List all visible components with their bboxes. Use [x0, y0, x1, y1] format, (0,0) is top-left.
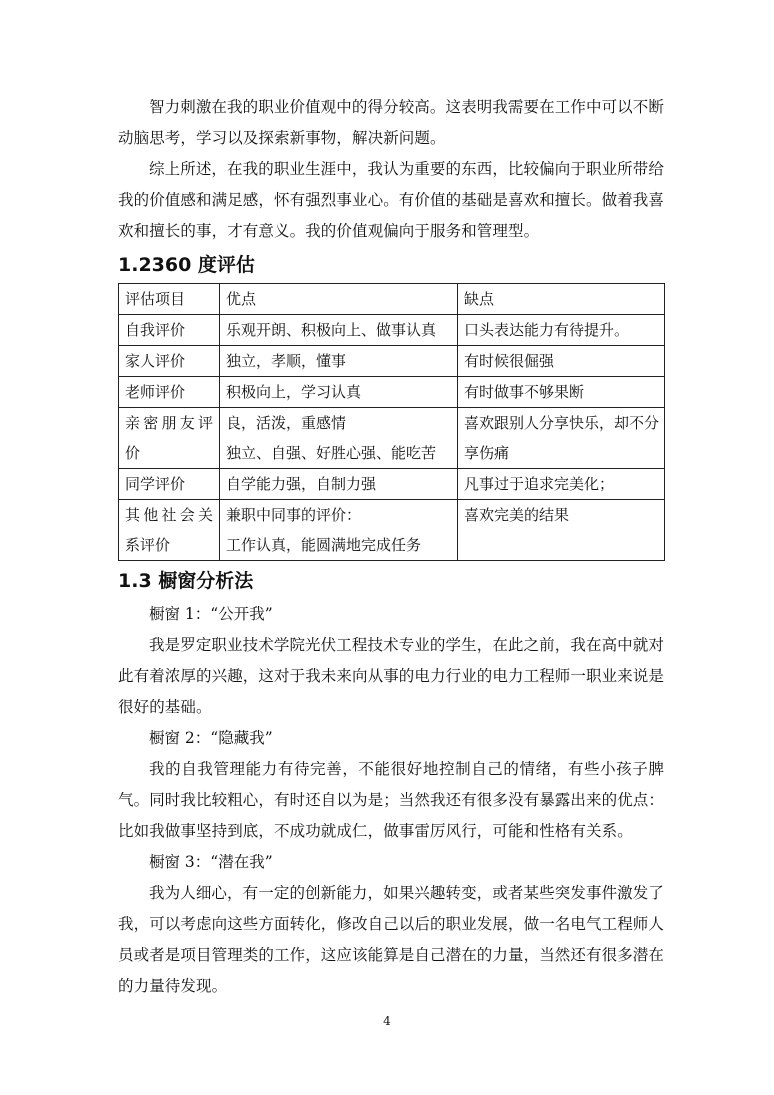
table-row — [119, 377, 665, 408]
header-cell-item: 评估项目 — [119, 284, 220, 315]
row-item-cell: 老师评价 — [119, 377, 220, 408]
evaluation-table — [118, 283, 665, 561]
row-pros-cell: 积极向上，学习认真 — [220, 377, 458, 408]
page-number: 4 — [383, 1014, 391, 1028]
window-2-text: 我的自我管理能力有待完善，不能很好地控制自己的情绪，有些小孩子脾气。同时我比较粗心，有时还自以为是；当然我还有很多没有暴露出来的优点：比如我做事坚持到底，不成功就成仁，做事雷厉风行，可能和性格有关系。 — [118, 760, 665, 840]
header-cell-cons: 缺点 — [458, 284, 665, 315]
row-item-cell: 亲密朋友评 价 — [119, 408, 220, 469]
row-pros-cell: 乐观开朗、积极向上、做事认真 — [220, 315, 458, 346]
row-item-cell: 同学评价 — [119, 469, 220, 500]
table-row — [119, 500, 665, 561]
row-item-cell: 其他社会关 系评价 — [119, 500, 220, 561]
row-pros-cell: 良，活泼，重感情 独立、自强、好胜心强、能吃苦 — [220, 408, 458, 469]
row-pros-cell: 独立，孝顺，懂事 — [220, 346, 458, 377]
row-cons-cell: 喜欢跟别人分享快乐，却不分 享伤痛 — [458, 408, 665, 469]
page-content — [118, 92, 664, 1002]
section-360-heading: 1.2360 度评估 — [118, 254, 255, 276]
table-header-row — [119, 284, 665, 315]
row-pros-cell: 自学能力强，自制力强 — [220, 469, 458, 500]
window-1-label: 橱窗 1：“公开我” — [149, 605, 273, 623]
intro-paragraph-1: 智力刺激在我的职业价值观中的得分较高。这表明我需要在工作中可以不断动脑思考，学习以及探索新事物，解决新问题。 — [118, 98, 664, 147]
row-cons-cell: 有时候很倔强 — [458, 346, 665, 377]
table-row — [119, 469, 665, 500]
row-cons-cell: 喜欢完美的结果 — [458, 500, 665, 561]
row-cons-cell: 有时做事不够果断 — [458, 377, 665, 408]
intro-paragraph-2: 综上所述，在我的职业生涯中，我认为重要的东西，比较偏向于职业所带给我的价值感和满足感，怀有强烈事业心。有价值的基础是喜欢和擅长。做着我喜欢和擅长的事，才有意义。我的价值观偏向于服务和管理型。 — [118, 160, 665, 240]
table-row — [119, 408, 665, 469]
table-row — [119, 346, 665, 377]
row-pros-cell: 兼职中同事的评价： 工作认真，能圆满地完成任务 — [220, 500, 458, 561]
table-row — [119, 315, 665, 346]
window-3-label: 橱窗 3：“潜在我” — [149, 853, 273, 871]
row-cons-cell: 口头表达能力有待提升。 — [458, 315, 665, 346]
window-1-text: 我是罗定职业技术学院光伏工程技术专业的学生，在此之前，我在高中就对此有着浓厚的兴趣，这对于我未来向从事的电力行业的电力工程师一职业来说是很好的基础。 — [118, 636, 665, 716]
section-window-heading: 1.3 橱窗分析法 — [118, 570, 254, 592]
window-2-label: 橱窗 2：“隐藏我” — [149, 729, 273, 747]
row-item-cell: 自我评价 — [119, 315, 220, 346]
row-cons-cell: 凡事过于追求完美化； — [458, 469, 665, 500]
header-cell-pros: 优点 — [220, 284, 458, 315]
window-3-text: 我为人细心，有一定的创新能力，如果兴趣转变，或者某些突发事件激发了我，可以考虑向这些方面转化，修改自己以后的职业发展，做一名电气工程师人员或者是项目管理类的工作，这应该能算是自己潜在的力量，当然还有很多潜在的力量待发现。 — [118, 884, 665, 995]
row-item-cell: 家人评价 — [119, 346, 220, 377]
